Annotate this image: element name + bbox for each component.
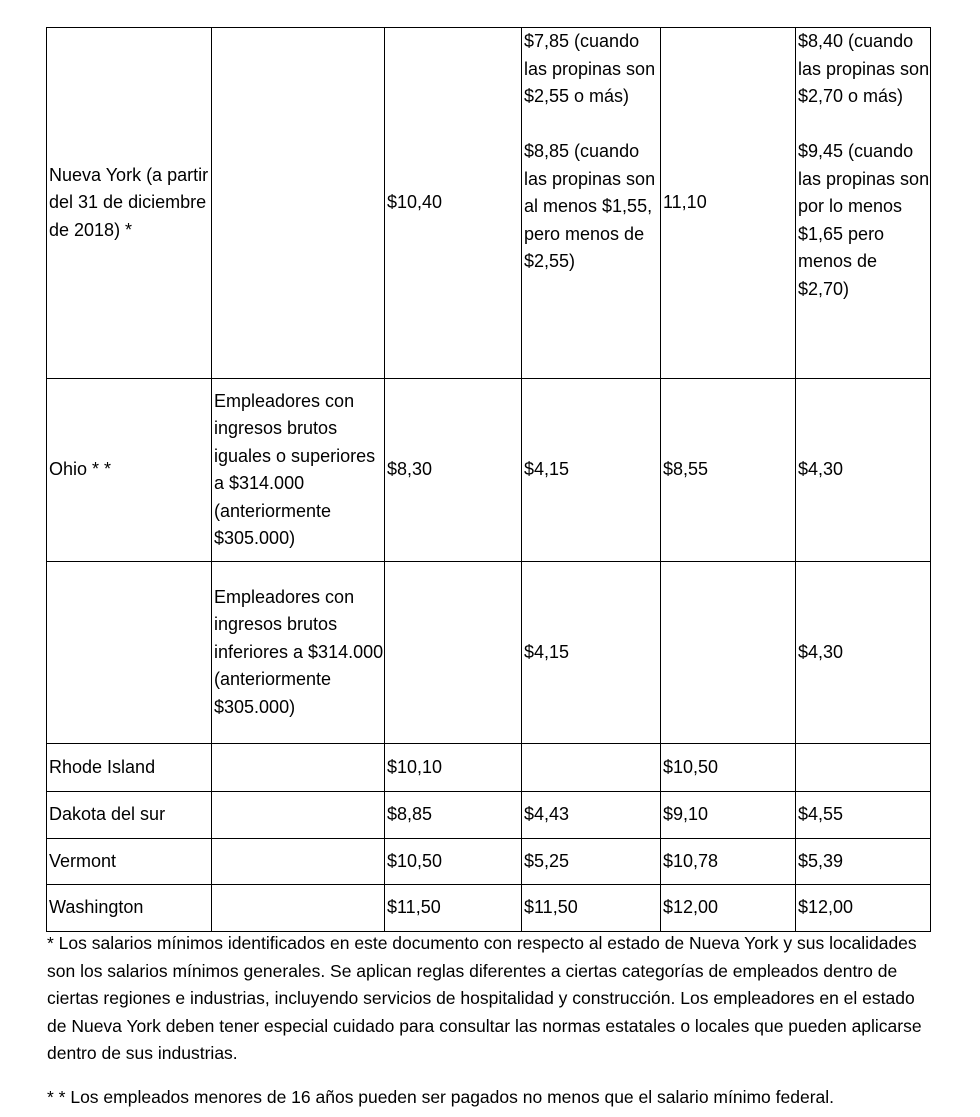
tipped-wage-2018-cell: $4,43 [522,792,661,839]
state-cell: Washington [47,885,212,932]
tipped-wage-2019-cell: $4,30 [796,379,931,562]
tipped-wage-2019-cell: $5,39 [796,839,931,885]
footnotes [47,930,927,1111]
condition-cell [212,744,385,792]
table-row-ohio-small-employers [47,562,931,744]
min-wage-2018-cell: $8,30 [385,379,522,562]
tipped-wage-2019-cell: $12,00 [796,885,931,932]
state-cell: Ohio * * [47,379,212,562]
state-cell: Rhode Island [47,744,212,792]
state-cell: Nueva York (a partir del 31 de diciembre de 2018) * [47,28,212,379]
condition-cell [212,839,385,885]
min-wage-2019-cell: $9,10 [661,792,796,839]
state-cell [47,562,212,744]
table-row-ohio-large-employers [47,379,931,562]
minimum-wage-table [46,27,931,932]
state-cell: Vermont [47,839,212,885]
min-wage-2018-cell: $10,40 [385,28,522,379]
tipped-wage-2019-cell [796,744,931,792]
min-wage-2018-cell: $8,85 [385,792,522,839]
tipped-wage-2019-cell: $8,40 (cuando las propinas son $2,70 o más) $9,45 (cuando las propinas son por lo menos $1,65 pero menos de $2,70) [796,28,931,379]
table-row-vermont [47,839,931,885]
table-row-nueva-york [47,28,931,379]
condition-cell [212,792,385,839]
min-wage-2019-cell: $12,00 [661,885,796,932]
condition-cell [212,28,385,379]
tipped-wage-2018-cell: $11,50 [522,885,661,932]
tipped-wage-2019-cell: $4,55 [796,792,931,839]
min-wage-2019-cell: $10,50 [661,744,796,792]
min-wage-2019-cell: $10,78 [661,839,796,885]
min-wage-2018-cell [385,562,522,744]
tipped-wage-2018-cell: $4,15 [522,562,661,744]
table-row-rhode-island [47,744,931,792]
footnote-ohio: * * Los empleados menores de 16 años pueden ser pagados no menos que el salario mínimo federal. [47,1086,835,1107]
tipped-wage-2018-cell [522,744,661,792]
min-wage-2019-cell: 11,10 [661,28,796,379]
tipped-wage-2018-cell: $4,15 [522,379,661,562]
tipped-wage-2018-cell: $7,85 (cuando las propinas son $2,55 o más) $8,85 (cuando las propinas son al menos $1,55, pero menos de $2,55) [522,28,661,379]
min-wage-2019-cell [661,562,796,744]
tipped-wage-2018-cell: $5,25 [522,839,661,885]
condition-cell: Empleadores con ingresos brutos inferiores a $314.000 (anteriormente $305.000) [212,562,385,744]
tipped-wage-2019-cell: $4,30 [796,562,931,744]
footnote-nueva-york: * Los salarios mínimos identificados en este documento con respecto al estado de Nueva York y sus localidades son los salarios mínimos generales. Se aplican reglas diferentes a ciertas categorías de empleados dentro de ciertas regiones e industrias, incluyendo servicios de hospitalidad y construcción. Los empleadores en el estado de Nueva York deben tener especial cuidado para consultar las normas estatales o locales que pueden aplicarse dentro de sus industrias. [47,933,922,1063]
min-wage-2018-cell: $10,50 [385,839,522,885]
table-row-dakota-del-sur [47,792,931,839]
condition-cell [212,885,385,932]
condition-cell: Empleadores con ingresos brutos iguales o superiores a $314.000 (anteriormente $305.000) [212,379,385,562]
min-wage-2018-cell: $10,10 [385,744,522,792]
state-cell: Dakota del sur [47,792,212,839]
min-wage-2019-cell: $8,55 [661,379,796,562]
table-row-washington [47,885,931,932]
min-wage-2018-cell: $11,50 [385,885,522,932]
